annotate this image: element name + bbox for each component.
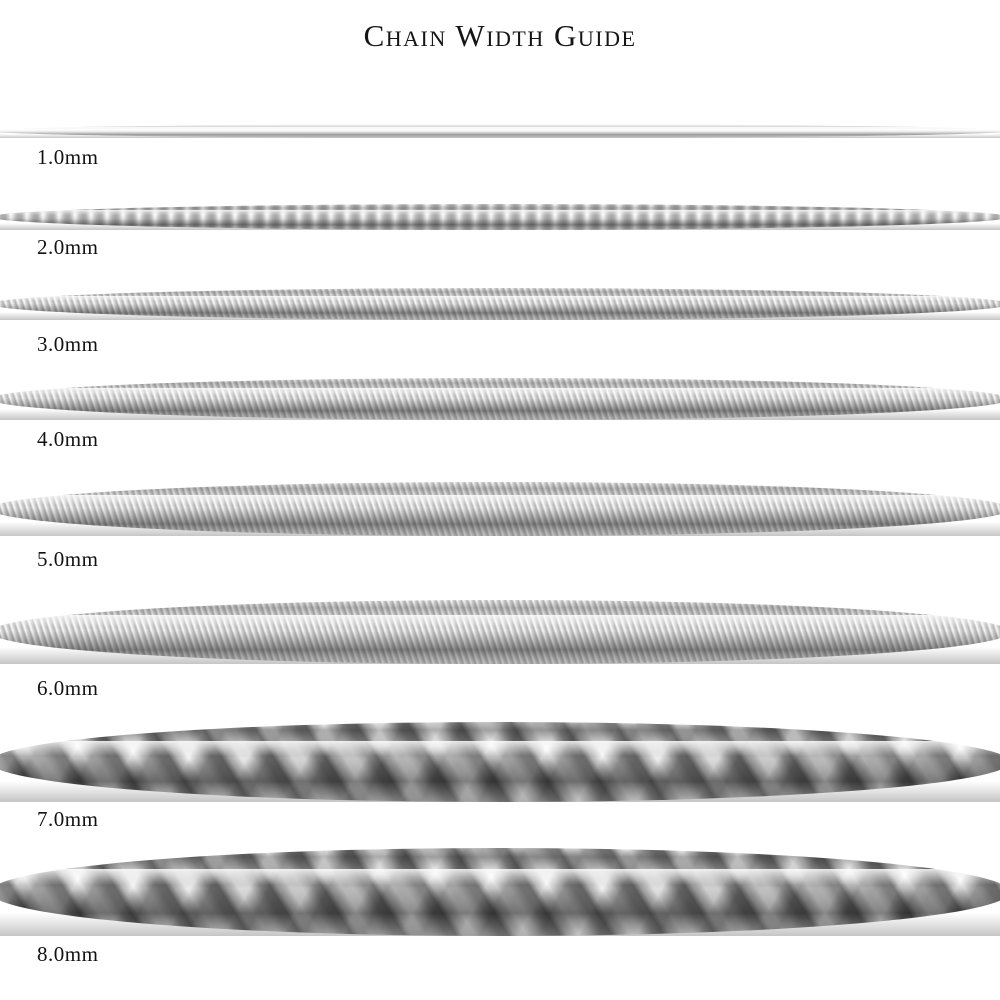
- chain-graphic: [0, 124, 1000, 138]
- chain-graphic: [0, 848, 1000, 936]
- chain-graphic: [0, 600, 1000, 664]
- chain-width-label: 5.0mm: [37, 547, 99, 571]
- chain-sample: [0, 124, 1000, 138]
- chain-width-label: 1.0mm: [37, 145, 99, 169]
- page-title: Chain Width Guide: [363, 18, 637, 53]
- chain-highlight: [0, 869, 1000, 885]
- chain-shadow: [0, 913, 1000, 936]
- chain-graphic: [0, 482, 1000, 536]
- chain-highlight: [0, 296, 1000, 302]
- chain-shadow: [0, 647, 1000, 664]
- chain-graphic: [0, 288, 1000, 320]
- chain-highlight: [0, 388, 1000, 396]
- chain-shadow: [0, 409, 1000, 420]
- chain-sample: [0, 378, 1000, 420]
- chain-width-label: 6.0mm: [37, 676, 99, 700]
- chain-graphic: [0, 722, 1000, 802]
- chain-graphic: [0, 378, 1000, 420]
- chain-shadow: [0, 134, 1000, 138]
- chain-sample: [0, 848, 1000, 936]
- chain-highlight: [0, 495, 1000, 505]
- chain-highlight: [0, 615, 1000, 627]
- chain-width-label: 2.0mm: [37, 235, 99, 259]
- chain-width-label: 4.0mm: [37, 427, 99, 451]
- chain-highlight: [0, 741, 1000, 755]
- chain-sample: [0, 204, 1000, 230]
- chain-sample: [0, 600, 1000, 664]
- chain-sample: [0, 482, 1000, 536]
- chain-shadow: [0, 312, 1000, 320]
- chain-shadow: [0, 223, 1000, 230]
- chain-width-label: 8.0mm: [37, 942, 99, 966]
- chain-shadow: [0, 522, 1000, 536]
- chain-width-label: 7.0mm: [37, 807, 99, 831]
- chain-width-label: 3.0mm: [37, 332, 99, 356]
- chain-shadow: [0, 781, 1000, 802]
- chain-sample: [0, 288, 1000, 320]
- chain-highlight: [0, 127, 1000, 130]
- chain-sample: [0, 722, 1000, 802]
- chain-highlight: [0, 210, 1000, 215]
- chain-graphic: [0, 204, 1000, 230]
